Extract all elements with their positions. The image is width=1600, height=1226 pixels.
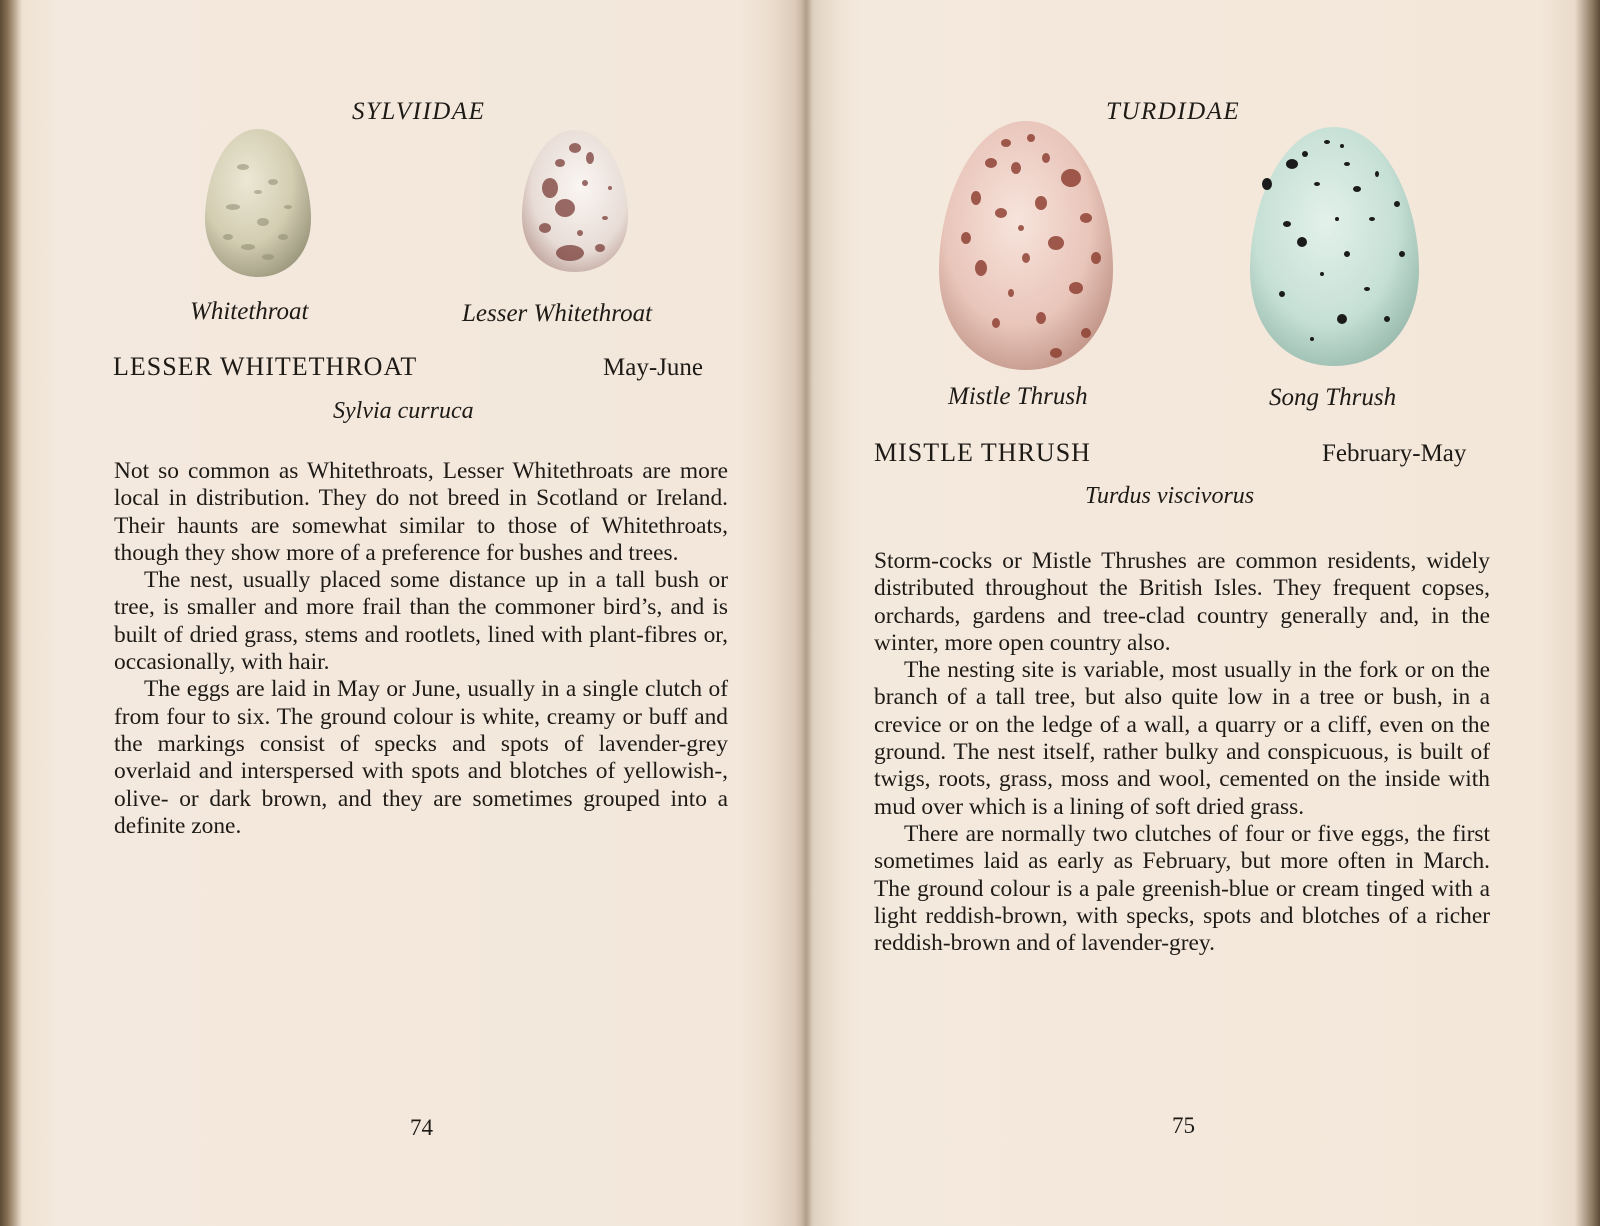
egg-caption: Whitethroat	[190, 298, 309, 325]
mistle-thrush-egg-icon	[936, 118, 1116, 373]
family-title: SYLVIIDAE	[352, 98, 486, 125]
paragraph: There are normally two clutches of four or five eggs, the first sometimes laid as early as February, but more often in March. The ground colour is a pale greenish-blue or cream tinged with a light reddish-brown, with specks, spots and blotches of a richer reddish-brown and of lavender-grey.	[874, 820, 1490, 957]
body-text	[874, 548, 1490, 957]
paragraph: The nest, usually placed some distance up in a tall bush or tree, is smaller and more frail than the commoner bird’s, and is built of dried grass, stems and rootlets, lined with plant-fibres or, occasionally, with hair.	[114, 567, 728, 676]
egg-caption: Mistle Thrush	[948, 383, 1088, 410]
latin-name: Sylvia curruca	[333, 398, 474, 424]
paragraph: The eggs are laid in May or June, usually in a single clutch of from four to six. The ground colour is white, creamy or buff and the markings consist of specks and spots of lavender-grey overlaid and interspersed with spots and blotches of yellowish-, olive- or dark brown, and they are sometimes grouped into a definite zone.	[114, 676, 728, 839]
latin-name: Turdus viscivorus	[1085, 483, 1255, 509]
body-text	[114, 458, 728, 840]
left-page	[30, 0, 790, 1226]
paragraph: Not so common as Whitethroats, Lesser Whitethroats are more local in distribution. They do not breed in Scotland or Ireland. Their haunts are somewhat similar to those of Whitethroats, though they show more of a preference for bushes and trees.	[114, 458, 728, 566]
breeding-months: May-June	[603, 354, 703, 381]
song-thrush-egg-icon	[1247, 124, 1422, 369]
family-title: TURDIDAE	[1106, 98, 1241, 125]
lesser-whitethroat-egg-icon	[520, 128, 630, 274]
page-number: 74	[410, 1115, 433, 1140]
egg-caption: Song Thrush	[1269, 384, 1397, 411]
page-number: 75	[1172, 1113, 1195, 1138]
egg-caption: Lesser Whitethroat	[462, 300, 653, 327]
paragraph: Storm-cocks or Mistle Thrushes are common residents, widely distributed throughout the British Isles. They frequent copses, orchards, gardens and tree-clad country generally and, in the winter, more open country also.	[874, 548, 1490, 656]
species-heading: LESSER WHITETHROAT	[113, 352, 418, 381]
right-page	[815, 0, 1575, 1226]
species-heading: MISTLE THRUSH	[874, 438, 1091, 467]
paragraph: The nesting site is variable, most usually in the fork or on the branch of a tall tree, but also quite low in a tree or bush, in a crevice or on the ledge of a wall, a quarry or a cliff, even on the ground. The nest itself, rather bulky and conspicuous, is built of twigs, roots, grass, moss and wool, cemented on the inside with mud over which is a lining of soft dried grass.	[874, 657, 1490, 820]
breeding-months: February-May	[1322, 440, 1467, 467]
whitethroat-egg-icon	[203, 127, 313, 279]
